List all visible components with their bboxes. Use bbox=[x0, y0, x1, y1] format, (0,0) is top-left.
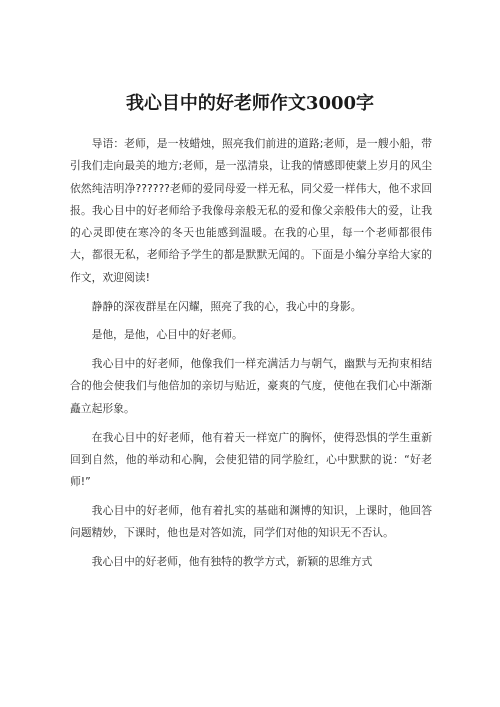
paragraph-intro: 导语：老师，是一枝蜡烛，照亮我们前进的道路;老师，是一艘小船，带引我们走向最美的地方;老师，是一泓清泉，让我的情感即使蒙上岁月的风尘依然纯洁明净??????老师的爱同母爱一样无私，同父爱一样伟大，他不求回报。我心目中的好老师给予我像母亲般无私的爱和像父亲般伟大的爱，让我的心灵即使在寒冷的冬天也能感到温暖。在我的心里，每一个老师都很伟大，都很无私，老师给予学生的都是默默无闻的。下面是小编分享给大家的作文，欢迎阅读! bbox=[70, 137, 432, 284]
paragraph: 静静的深夜群星在闪耀，照亮了我的心，我心中的身影。 bbox=[91, 299, 362, 313]
document-body bbox=[70, 133, 432, 580]
paragraph: 在我心目中的好老师，他有着天一样宽广的胸怀，使得恐惧的学生重新回到自然，他的举动和心胸，会使犯错的同学脸红，心中默默的说：“好老师!” bbox=[70, 430, 432, 489]
paragraph: 我心目中的好老师，他有独特的教学方式，新颖的思维方式 bbox=[91, 555, 373, 569]
paragraph: 是他，是他，心目中的好老师。 bbox=[91, 328, 243, 342]
paragraph: 我心目中的好老师，他像我们一样充满活力与朝气，幽默与无拘束相结合的他会使我们与他倍加的亲切与贴近，豪爽的气度，使他在我们心中渐渐矗立起形象。 bbox=[70, 357, 432, 415]
document-title: 我心目中的好老师作文3000字 bbox=[125, 93, 375, 114]
paragraph: 我心目中的好老师，他有着扎实的基础和渊博的知识，上课时，他回答问题精妙，下课时，他也是对答如流，同学们对他的知识无不否认。 bbox=[70, 503, 432, 540]
